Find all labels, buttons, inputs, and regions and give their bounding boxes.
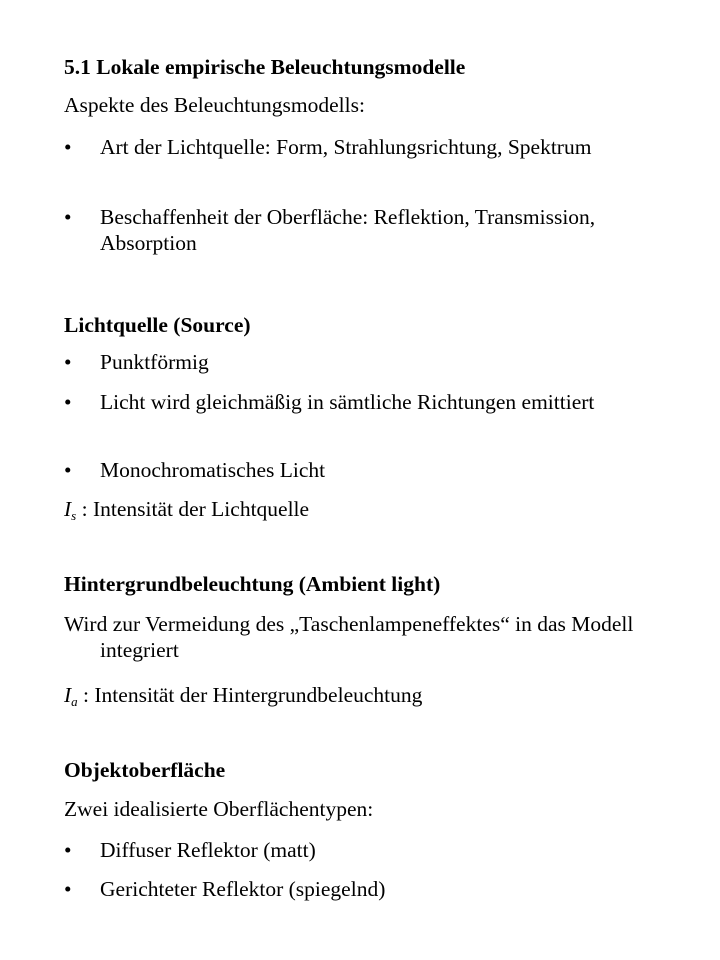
list-item-text: Monochromatisches Licht	[100, 458, 326, 482]
formula-subscript: a	[71, 694, 78, 709]
formula-description: : Intensität der Hintergrundbeleuchtung	[77, 683, 423, 707]
bullet-symbol: •	[64, 877, 72, 901]
bullet-symbol: •	[64, 135, 72, 159]
intro-aspects: Aspekte des Beleuchtungsmodells:	[64, 93, 365, 117]
bullet-symbol: •	[64, 350, 72, 374]
formula-variable: I	[64, 497, 72, 521]
formula-variable: I	[64, 683, 72, 707]
bullet-symbol: •	[64, 205, 72, 229]
section-heading-local-models: 5.1 Lokale empirische Beleuchtungsmodelle	[64, 55, 466, 79]
ambient-description: Wird zur Vermeidung des „Taschenlampeneffektes“ in das Modell integriert	[64, 612, 634, 662]
formula-subscript: s	[71, 508, 77, 523]
section-heading-ambient-light: Hintergrundbeleuchtung (Ambient light)	[64, 572, 441, 596]
formula-source-intensity	[64, 497, 309, 523]
bullet-symbol: •	[64, 838, 72, 862]
list-item-text: Diffuser Reflektor (matt)	[100, 838, 316, 862]
list-item-text: Beschaffenheit der Oberfläche: Reflektion, Transmission, Absorption	[100, 205, 596, 255]
list-item-text: Art der Lichtquelle: Form, Strahlungsrichtung, Spektrum	[100, 135, 592, 159]
section-heading-object-surface: Objektoberfläche	[64, 758, 226, 782]
formula-ambient-intensity	[64, 683, 422, 709]
intro-surface-types: Zwei idealisierte Oberflächentypen:	[64, 797, 374, 821]
formula-description: : Intensität der Lichtquelle	[76, 497, 310, 521]
list-item-text: Licht wird gleichmäßig in sämtliche Richtungen emittiert	[100, 390, 595, 414]
section-heading-light-source: Lichtquelle (Source)	[64, 313, 251, 337]
bullet-symbol: •	[64, 390, 72, 414]
bullet-symbol: •	[64, 458, 72, 482]
list-item-text: Punktförmig	[100, 350, 209, 374]
list-item-text: Gerichteter Reflektor (spiegelnd)	[100, 877, 386, 901]
